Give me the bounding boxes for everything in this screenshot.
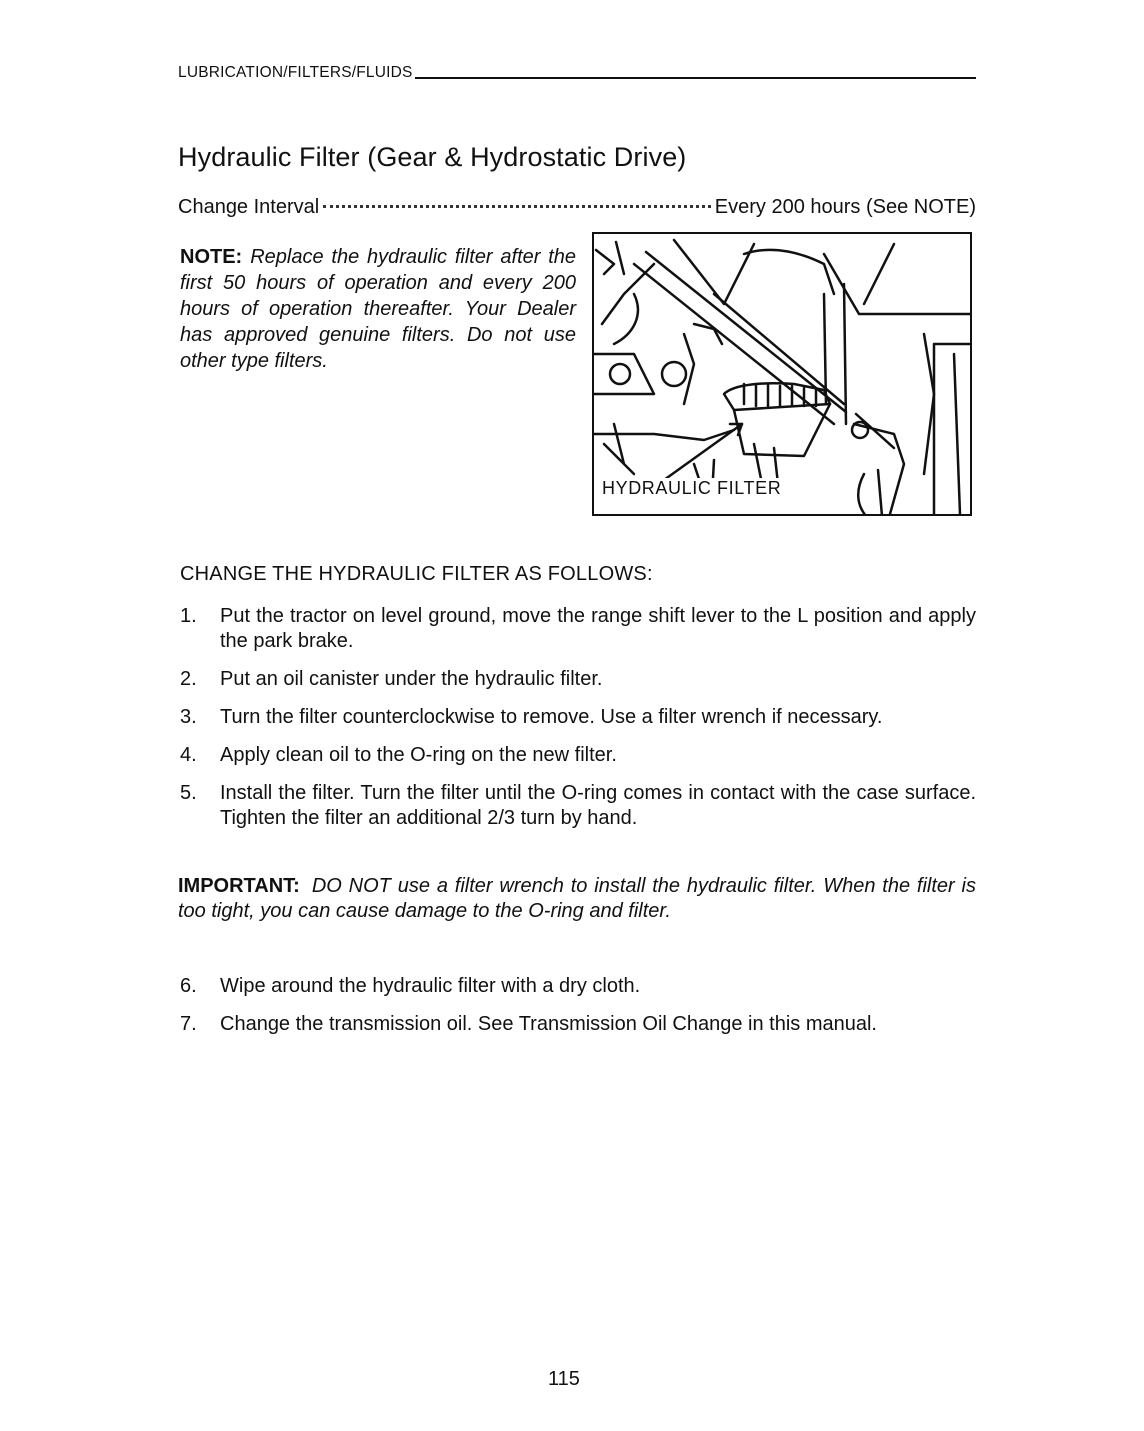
- running-header: [178, 64, 976, 82]
- step-number: 4.: [180, 744, 197, 766]
- list-item: [180, 705, 976, 730]
- steps-list-top: [180, 604, 976, 831]
- step-text: Apply clean oil to the O-ring on the new filter.: [220, 744, 617, 766]
- page-number: 115: [548, 1368, 580, 1390]
- step-text: Put an oil canister under the hydraulic filter.: [220, 668, 603, 690]
- note-label: NOTE:: [180, 246, 243, 268]
- header-rule: [415, 77, 976, 79]
- important-text: DO NOT use a filter wrench to install the hydraulic filter. When the filter is too tight, you can cause damage to the O-ring and filter.: [178, 875, 976, 922]
- step-number: 5.: [180, 782, 197, 804]
- step-number: 1.: [180, 605, 197, 627]
- step-text: Turn the filter counterclockwise to remove. Use a filter wrench if necessary.: [220, 706, 883, 728]
- note-block: [180, 244, 576, 374]
- interval-label: Change Interval: [178, 196, 320, 218]
- list-item: [180, 667, 976, 692]
- hydraulic-filter-illustration: [592, 232, 972, 516]
- step-text: Install the filter. Turn the filter until the O-ring comes in contact with the case surface. Tighten the filter an additional 2/3 turn by hand.: [220, 782, 976, 829]
- step-text: Change the transmission oil. See Transmission Oil Change in this manual.: [220, 1013, 877, 1035]
- change-interval-line: [178, 196, 976, 219]
- list-item: [180, 781, 976, 831]
- dot-leader: [323, 205, 711, 208]
- steps-list-bottom: [180, 974, 976, 1037]
- step-number: 2.: [180, 668, 197, 690]
- important-label: IMPORTANT:: [178, 875, 300, 897]
- procedure-heading: CHANGE THE HYDRAULIC FILTER AS FOLLOWS:: [180, 563, 653, 585]
- figure-caption: HYDRAULIC FILTER: [602, 478, 782, 498]
- list-item: [180, 743, 976, 768]
- step-text: Put the tractor on level ground, move the range shift lever to the L position and apply the park brake.: [220, 605, 976, 652]
- interval-value: Every 200 hours (See NOTE): [714, 196, 976, 218]
- section-name: LUBRICATION/FILTERS/FLUIDS: [178, 64, 413, 81]
- list-item: [180, 974, 976, 999]
- step-number: 7.: [180, 1013, 197, 1035]
- step-number: 6.: [180, 975, 197, 997]
- step-text: Wipe around the hydraulic filter with a dry cloth.: [220, 975, 641, 997]
- note-text: Replace the hydraulic filter after the first 50 hours of operation and every 200 hours of operation thereafter. Your Dealer has approved genuine filters. Do not use other type filters.: [180, 246, 576, 372]
- list-item: [180, 604, 976, 654]
- important-notice: [178, 874, 976, 924]
- page-title: Hydraulic Filter (Gear & Hydrostatic Drive): [178, 142, 687, 172]
- step-number: 3.: [180, 706, 197, 728]
- filter-line-drawing: [594, 234, 972, 516]
- list-item: [180, 1012, 976, 1037]
